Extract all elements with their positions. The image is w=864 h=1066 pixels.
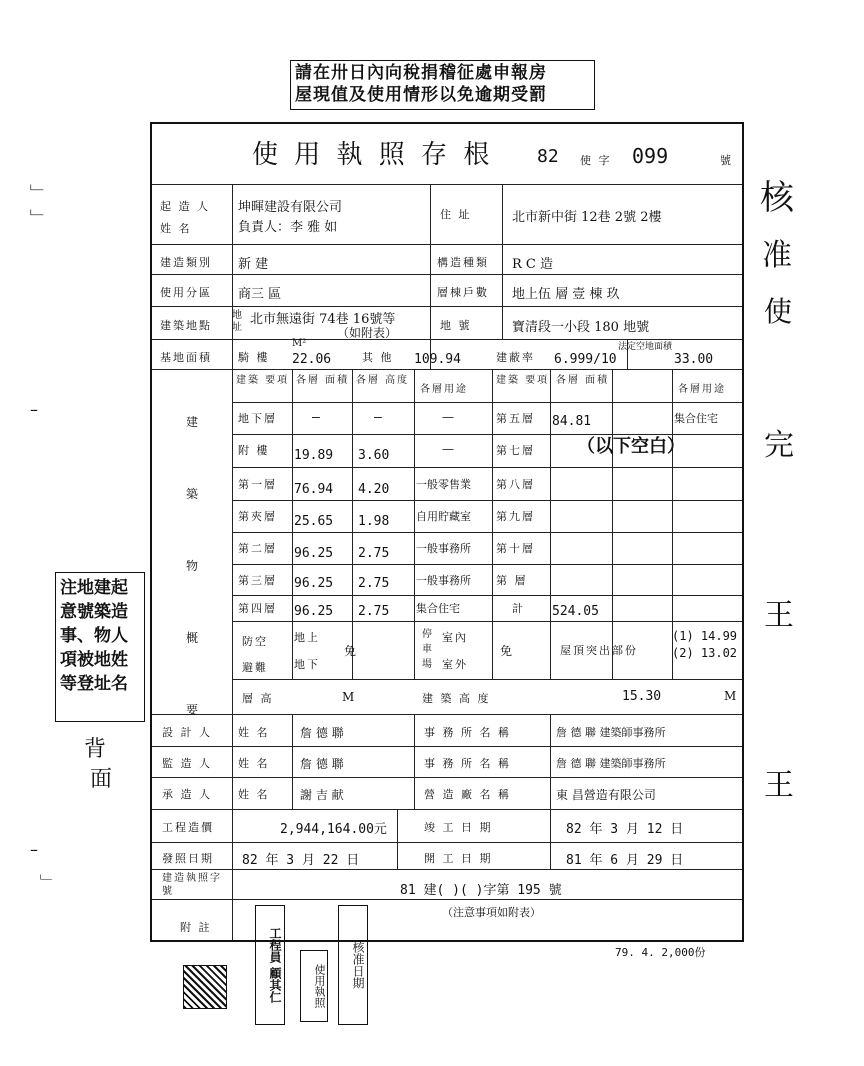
side-stamp-char: 王: [764, 598, 794, 633]
other-label: 其 他: [362, 351, 394, 364]
completion-date-label: 竣 工 日 期: [424, 821, 493, 834]
floor-height: 1.98: [358, 514, 390, 529]
supervisor-name-label: 姓 名: [238, 757, 270, 770]
side-stamp-char: 准: [762, 238, 792, 273]
floor-height-value: M: [342, 690, 355, 704]
shelter-above: 地上: [294, 631, 320, 644]
col-header-item: 建築 要項: [236, 375, 290, 386]
floor-use: 一般事務所: [416, 542, 471, 555]
tax-reminder-stamp: [290, 60, 595, 110]
left-note-line: 意號築造: [60, 602, 128, 622]
floor-name-right: 第十層: [496, 542, 535, 555]
small-seal-stamp: [183, 965, 227, 1009]
floor-use-right: 集合住宅: [674, 412, 718, 425]
location-note: （如附表）: [337, 326, 398, 340]
building-section-label: 建 築 物 概 要: [186, 415, 201, 717]
engineer-seal: 工程員 顧其仁: [255, 905, 285, 1025]
floor-name: 第一層: [238, 478, 277, 491]
permit-no-value: 81 建( )( )字第 195 號: [400, 883, 562, 898]
supervisor-name: 詹 德 聯: [300, 757, 344, 771]
margin-mark: ﹂: [30, 209, 48, 230]
cost-value: 2,944,164.00元: [280, 822, 387, 837]
side-stamp-char: 王: [764, 768, 794, 803]
floor-name-right: 第五層: [496, 412, 535, 425]
floors-label: 層棟戶數: [437, 286, 489, 299]
issue-date-label: 發照日期: [162, 852, 214, 865]
lot-label: 地 號: [440, 319, 472, 332]
designer-office-label: 事 務 所 名 稱: [424, 726, 511, 739]
floor-name-right: 計: [512, 602, 525, 615]
form-title: 使 用 執 照 存 根: [252, 140, 494, 170]
arcade-label: 騎 樓: [238, 351, 270, 364]
floor-name: 附 樓: [238, 444, 270, 457]
margin-mark: –: [30, 400, 38, 419]
build-type-value: 新 建: [238, 257, 269, 272]
parking-label: 停車場: [422, 629, 434, 670]
floor-area: 76.94: [294, 482, 334, 497]
contractor-label: 承 造 人: [162, 788, 212, 801]
left-note-line: 項被地姓: [60, 650, 128, 670]
shelter-below: 地下: [294, 658, 320, 671]
margin-mark: ﹂: [30, 184, 48, 205]
col-header-area: 各層 面積: [296, 375, 350, 386]
address-label: 住 址: [440, 208, 472, 221]
roof-label: 屋頂突出部份: [560, 644, 638, 657]
permit-year: 82: [537, 146, 559, 167]
applicant-label: 起 造 人 姓 名: [160, 200, 210, 235]
floor-height: 2.75: [358, 546, 390, 561]
floor-name-right: 第 層: [496, 574, 528, 587]
floor-height: 4.20: [358, 482, 390, 497]
face-mark: 面: [90, 767, 113, 792]
parking-indoor: 室內: [442, 631, 468, 644]
note-label: 附 註: [180, 921, 212, 934]
floor-name-right: 第九層: [496, 510, 535, 523]
open-space-label: 法定空地面積: [618, 342, 673, 352]
start-date-value: 81 年 6 月 29 日: [566, 853, 684, 868]
building-height-value: 15.30: [622, 689, 662, 704]
building-height-label: 建 築 高 度: [422, 692, 491, 705]
open-space-value: 33.00: [674, 352, 714, 367]
zoning-label: 使用分區: [160, 286, 212, 299]
contractor-name-label: 姓 名: [238, 788, 270, 801]
parking-value: 免: [500, 644, 513, 658]
back-mark: 背: [84, 737, 107, 762]
floor-area: 96.25: [294, 604, 334, 619]
permit-suffix: 號: [720, 154, 733, 167]
shelter-value: 免: [344, 644, 357, 658]
side-stamp-char: 完: [764, 428, 794, 463]
stamp-line-2: 屋現值及使用情形以免逾期受罰: [295, 85, 547, 105]
form-code: 79. 4. 2,000份: [615, 946, 706, 959]
issue-date-value: 82 年 3 月 22 日: [242, 853, 360, 868]
floor-height: —: [374, 410, 382, 425]
supervisor-office-label: 事 務 所 名 稱: [424, 757, 511, 770]
left-note-line: 事、物人: [60, 626, 128, 646]
side-stamp-char: 使: [764, 295, 793, 328]
completion-date-value: 82 年 3 月 12 日: [566, 822, 684, 837]
building-height-unit: M: [724, 689, 737, 703]
applicant-representative: 負責人：李 雅 如: [238, 220, 338, 235]
floor-name: 第四層: [238, 602, 277, 615]
designer-name-label: 姓 名: [238, 726, 270, 739]
floor-area: —: [312, 410, 320, 425]
margin-mark: –: [30, 840, 38, 859]
col-header-height: 各層 高度: [356, 375, 410, 386]
floor-name: 第夾層: [238, 510, 277, 523]
supervisor-label: 監 造 人: [162, 757, 212, 770]
roof-value-1: (1) 14.99: [672, 629, 738, 643]
structure-label: 構造種類: [437, 256, 489, 269]
floor-use: 一般零售業: [416, 478, 471, 491]
roof-value-2: (2) 13.02: [672, 646, 738, 660]
structure-value: R C 造: [512, 257, 553, 272]
floor-name: 地下層: [238, 412, 277, 425]
lot-value: 寶清段一小段 180 地號: [512, 320, 650, 335]
floor-name-right: 第七層: [496, 444, 535, 457]
left-note-line: 等登址名: [60, 674, 128, 694]
approval-date-seal: 核准日期: [338, 905, 368, 1025]
floor-area: 96.25: [294, 576, 334, 591]
floor-height: 2.75: [358, 604, 390, 619]
floor-height-label: 層 高: [242, 692, 274, 705]
side-stamp-char: 核: [760, 178, 794, 218]
stamp-line-1: 請在卅日內向稅捐稽征處申報房: [295, 63, 547, 83]
site-area-label: 基地面積: [160, 351, 212, 364]
contractor-office-label: 營 造 廠 名 稱: [424, 788, 511, 801]
permit-prefix: 使 字: [580, 154, 612, 167]
permit-form: [150, 122, 744, 942]
floor-name: 第三層: [238, 574, 277, 587]
location-address: 北市無遠街 74巷 16號等: [250, 312, 396, 327]
floor-use: 一般事務所: [416, 574, 471, 587]
coverage-value: 6.999/10: [554, 352, 617, 367]
other-value: 109.94: [414, 352, 461, 367]
col-header-area-right: 各層 面積: [556, 375, 610, 386]
floor-height: 3.60: [358, 448, 390, 463]
floor-height: 2.75: [358, 576, 390, 591]
arcade-value: 22.06: [292, 352, 332, 367]
floor-name-right: 第八層: [496, 478, 535, 491]
designer-label: 設 計 人: [162, 726, 212, 739]
note-text: （注意事項如附表）: [442, 906, 541, 919]
floor-use: 自用貯藏室: [416, 510, 471, 523]
address-value: 北市新中街 12巷 2號 2樓: [512, 210, 662, 225]
location-prefix: 地址: [232, 310, 244, 333]
use-permit-seal: 使用執照: [300, 950, 328, 1022]
contractor-name: 謝 吉 献: [300, 788, 344, 802]
floor-use: —: [442, 442, 454, 456]
col-header-item-right: 建築 要項: [496, 375, 550, 386]
floor-use: 集合住宅: [416, 602, 460, 615]
blank-below-note: （以下空白）: [577, 436, 685, 457]
shelter-label: 防空避難: [242, 635, 268, 674]
left-note-line: 注地建起: [60, 578, 128, 598]
floor-area: 25.65: [294, 514, 334, 529]
designer-office: 詹 德 聯 建築師事務所: [556, 726, 666, 739]
floor-area: 96.25: [294, 546, 334, 561]
floors-value: 地上伍 層 壹 棟 玖: [512, 287, 620, 302]
applicant-company: 坤暉建設有限公司: [238, 200, 343, 215]
location-label: 建築地點: [160, 319, 212, 332]
left-note-stamp: [55, 572, 145, 722]
zoning-value: 商三 區: [238, 287, 282, 302]
floor-name: 第二層: [238, 542, 277, 555]
permit-number: 099: [632, 144, 669, 168]
floor-use: —: [442, 410, 454, 424]
col-header-use: 各層用途: [420, 384, 468, 395]
unit-m2: M²: [292, 338, 307, 349]
floor-area-right: 84.81: [552, 414, 592, 429]
cost-label: 工程造價: [162, 821, 214, 834]
coverage-label: 建蔽率: [496, 351, 535, 364]
permit-no-label: 建造執照字號: [162, 873, 222, 897]
margin-mark: ﹂: [40, 873, 57, 892]
col-header-use-right: 各層用途: [678, 384, 726, 395]
start-date-label: 開 工 日 期: [424, 852, 493, 865]
designer-name: 詹 德 聯: [300, 726, 344, 740]
parking-outdoor: 室外: [442, 658, 468, 671]
total-area: 524.05: [552, 604, 599, 619]
contractor-office: 東 昌營造有限公司: [556, 788, 656, 802]
supervisor-office: 詹 德 聯 建築師事務所: [556, 757, 666, 770]
floor-area: 19.89: [294, 448, 334, 463]
build-type-label: 建造類別: [160, 256, 212, 269]
